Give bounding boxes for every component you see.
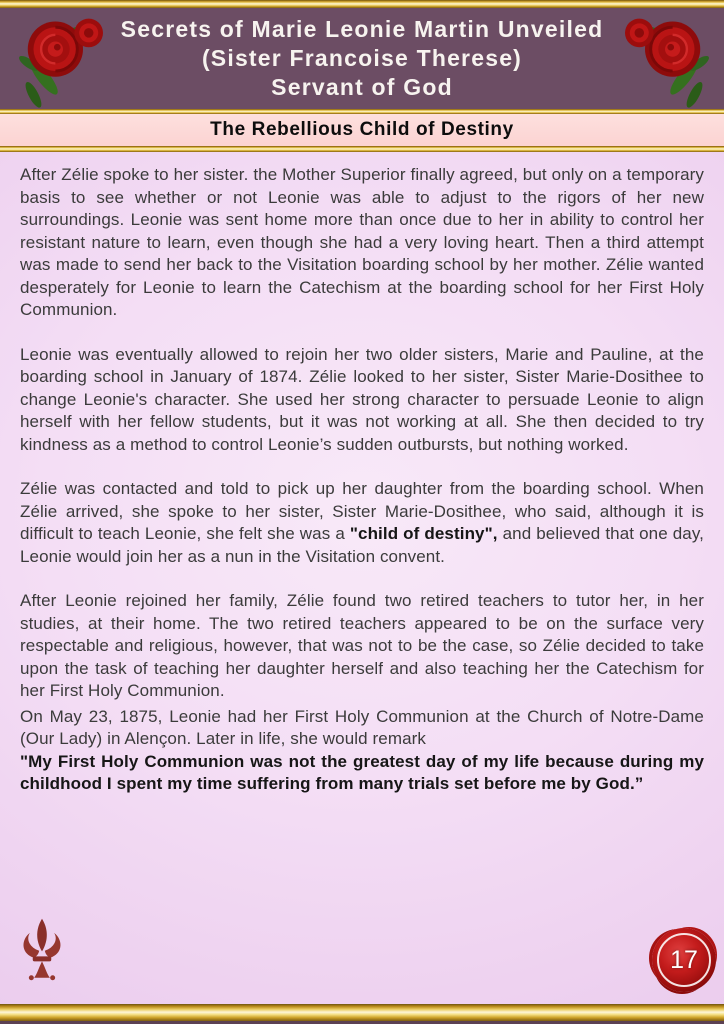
page-body xyxy=(0,152,724,1004)
book-title-line-3: Servant of God xyxy=(271,74,453,100)
body-text: Zélie was contacted and told to pick up her daughter from the boarding school. When Zélie arrived, she spoke to her sister, Sister Marie-Dosithee, who said, although it is difficult to teach Leonie, she felt she was a xyxy=(20,479,704,543)
paragraph-4 xyxy=(20,590,704,703)
body-text: After Zélie spoke to her sister. the Mother Superior finally agreed, but only on a temporary basis to see whether or not Leonie was able to adjust to the rigors of her new surroundings. Leonie was sent home more than once due to her in ability to control her resistant nature to learn, even though she had a very loving heart. Then a third attempt was made to send her back to the Visitation boarding school by her mother. Zélie wanted desperately for Leonie to learn the Catechism at the boarding school for her First Holy Communion. xyxy=(20,165,704,319)
paragraph-5 xyxy=(20,706,704,751)
paragraph-6 xyxy=(20,751,704,796)
paragraph-1 xyxy=(20,164,704,322)
emphasized-text: "child of destiny", xyxy=(349,524,498,543)
paragraph-2 xyxy=(20,344,704,457)
book-title-line-1: Secrets of Marie Leonie Martin Unveiled xyxy=(120,16,604,42)
body-paragraphs xyxy=(20,164,704,796)
book-title-line-2: (Sister Francoise Therese) xyxy=(201,45,523,71)
chapter-banner xyxy=(0,114,724,146)
fleur-de-lis-icon xyxy=(20,918,64,982)
chapter-title: The Rebellious Child of Destiny xyxy=(210,119,514,140)
body-text: and believed that one day, Leonie would join her as a nun in the Visitation convent. xyxy=(20,524,704,566)
gold-border-bottom xyxy=(0,1004,724,1021)
gold-border-top xyxy=(0,0,724,8)
body-text: Leonie was eventually allowed to rejoin her two older sisters, Marie and Pauline, at the boarding school in January of 1874. Zélie looked to her sister, Sister Marie-Dosithee to change Leonie's character. She used her strong character to persuade Leonie to align herself with her fellow students, but it was not working at all. She then decided to try kindness as a method to control Leonie’s sudden outbursts, but nothing worked. xyxy=(20,344,704,454)
emphasized-text: "My First Holy Communion was not the greatest day of my life because during my childhood I spent my time suffering from many trials set before me by God.” xyxy=(20,751,704,793)
paragraph-3 xyxy=(20,478,704,568)
rose-icon xyxy=(12,11,114,111)
page-number-badge xyxy=(652,928,716,992)
body-text: On May 23, 1875, Leonie had her First Holy Communion at the Church of Notre-Dame (Our Lady) in Alençon. Later in life, she would remark xyxy=(20,706,704,748)
body-text: After Leonie rejoined her family, Zélie found two retired teachers to tutor her, in her studies, at their home. The two retired teachers appeared to be on the surface very respectable and religious, however, that was not to be the case, so Zélie decided to take upon the task of teaching her daughter herself and also teaching her the Catechism for her First Holy Communion. xyxy=(20,591,704,700)
page-header xyxy=(0,8,724,109)
page-number: 17 xyxy=(670,945,698,974)
rose-icon xyxy=(614,11,716,111)
